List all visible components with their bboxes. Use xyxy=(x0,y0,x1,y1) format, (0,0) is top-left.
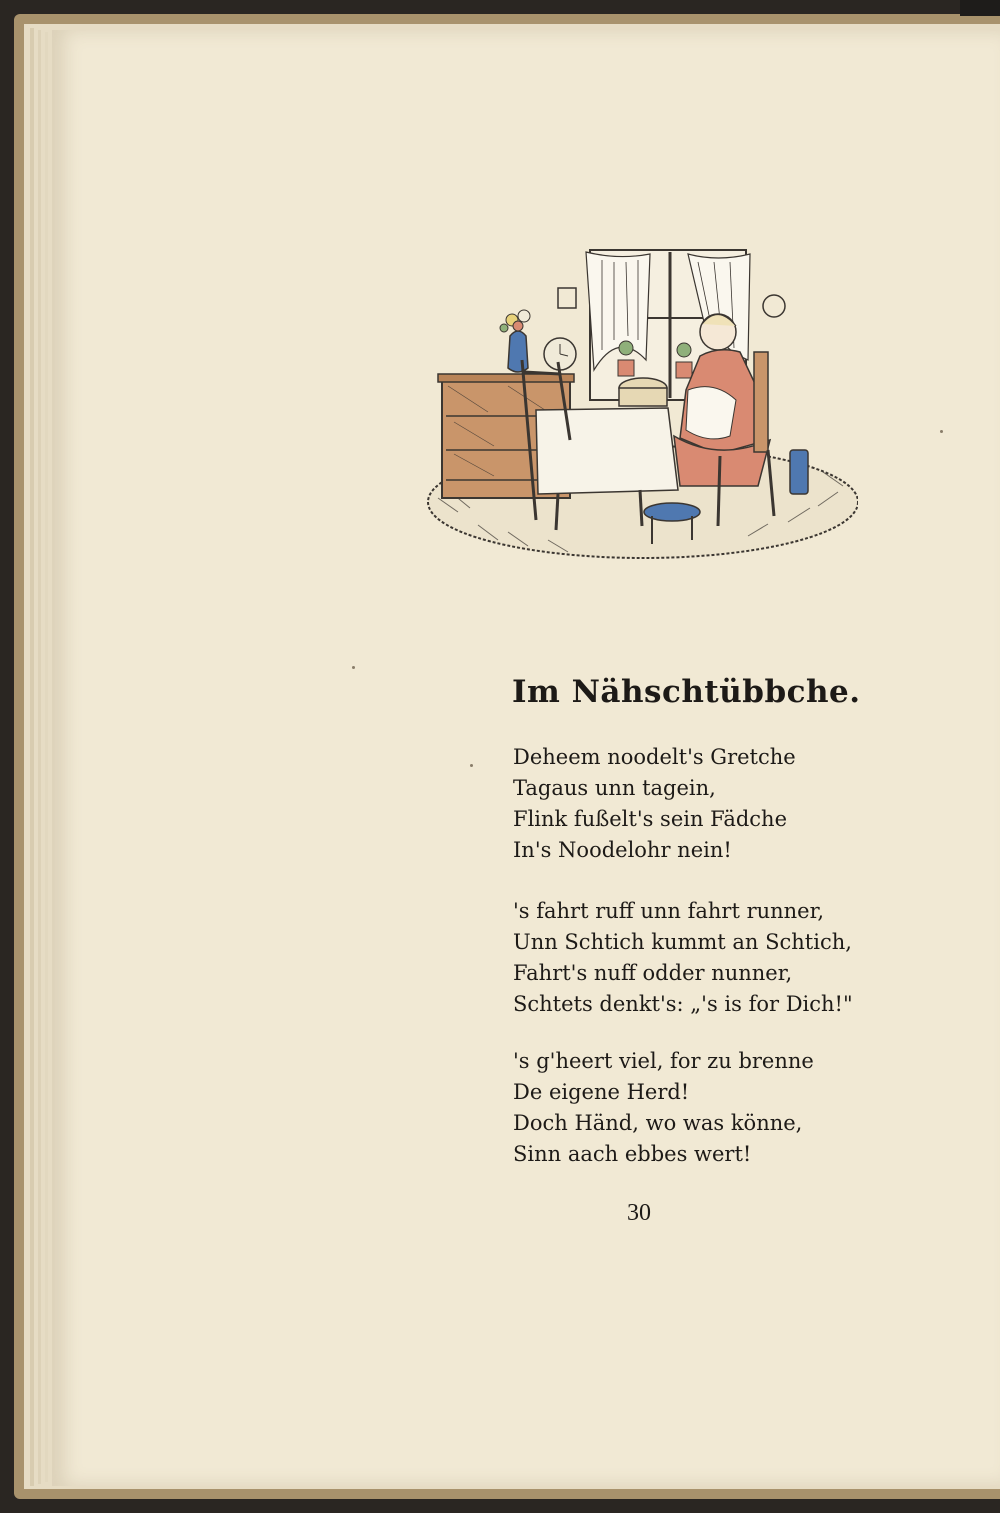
poem-line: Unn Schtich kummt an Schtich, xyxy=(513,930,852,954)
poem-line: Tagaus unn tagein, xyxy=(513,776,716,800)
sewing-room-illustration xyxy=(418,240,858,570)
poem-line: De eigene Herd! xyxy=(513,1080,690,1104)
poem-line: Schtets denkt's: „'s is for Dich!" xyxy=(513,992,853,1016)
poem-line: Fahrt's nuff odder nunner, xyxy=(513,961,793,985)
page-edge xyxy=(38,30,41,1484)
poem-stanza xyxy=(513,896,933,1020)
page-edge xyxy=(45,32,48,1482)
poem-line: In's Noodelohr nein! xyxy=(513,838,732,862)
poem-line: 's g'heert viel, for zu brenne xyxy=(513,1049,814,1073)
poem-stanza xyxy=(513,742,933,866)
page-edge xyxy=(30,28,34,1486)
poem-line: 's fahrt ruff unn fahrt runner, xyxy=(513,899,825,923)
poem-stanza xyxy=(513,1046,933,1170)
paper-speck xyxy=(470,764,473,767)
poem-title: Im Nähschtübbche. xyxy=(512,674,861,710)
poem-line: Doch Händ, wo was könne, xyxy=(513,1111,803,1135)
paper-speck xyxy=(352,666,355,669)
poem-line: Sinn aach ebbes wert! xyxy=(513,1142,752,1166)
background-corner xyxy=(960,0,1000,16)
paper-speck xyxy=(940,430,943,433)
poem-line: Deheem noodelt's Gretche xyxy=(513,745,796,769)
page-number: 30 xyxy=(627,1200,651,1226)
poem-line: Flink fußelt's sein Fädche xyxy=(513,807,788,831)
